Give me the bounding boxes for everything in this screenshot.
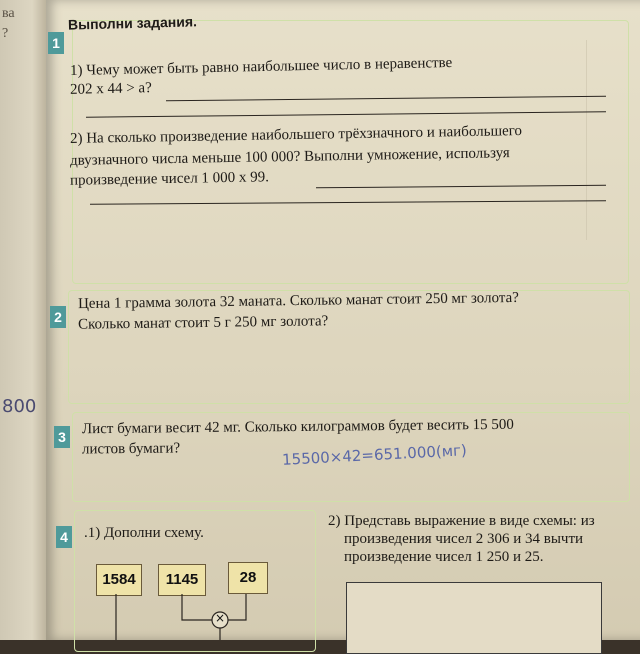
schema-box: 1145 bbox=[158, 564, 206, 596]
task-2-line-2: Сколько манат стоит 5 г 250 мг золота? bbox=[77, 313, 329, 333]
schema-drawing-area bbox=[346, 582, 602, 654]
task-3-line-1: Лист бумаги весит 42 мг. Сколько килограммов будет весить 15 500 bbox=[81, 416, 514, 438]
schema-box: 1584 bbox=[96, 564, 142, 596]
left-fragment: ва bbox=[2, 6, 15, 21]
section-heading: Выполни задания. bbox=[67, 13, 198, 33]
task-1-question-2-line-1: 2) На сколько произведение наибольшего трёхзначного и наибольшего bbox=[69, 123, 523, 147]
task-4-part-2-line-3: произведение чисел 1 250 и 25. bbox=[344, 549, 544, 565]
task-4-part-1-label: .1) Дополни схему. bbox=[84, 525, 204, 541]
task-number: 4 bbox=[56, 526, 72, 548]
task-4-part-2-line-1: 2) Представь выражение в виде схемы: из bbox=[328, 513, 595, 529]
task-4-part-2-line-2: произведения чисел 2 306 и 34 вычти bbox=[344, 531, 584, 547]
schema-box: 28 bbox=[228, 562, 268, 594]
handwritten-answer: 15500×42=651.000(мг) bbox=[281, 441, 468, 469]
task-1-question-2-line-3: произведение чисел 1 000 x 99. bbox=[69, 169, 270, 189]
task-1-question-2-line-2: двузначного числа меньше 100 000? Выполни умножение, используя bbox=[69, 145, 510, 169]
task-1-question-1: 1) Чему может быть равно наибольшее число в неравенстве bbox=[69, 54, 453, 80]
task-1-question-1-expression: 202 x 44 > a? bbox=[69, 80, 152, 98]
left-fragment-handwritten: 800 bbox=[2, 396, 37, 417]
task-2-line-1: Цена 1 грамма золота 32 маната. Сколько манат стоит 250 мг золота? bbox=[77, 289, 519, 313]
task-number: 1 bbox=[48, 32, 64, 54]
textbook-page bbox=[46, 0, 640, 640]
schema-connector bbox=[106, 594, 286, 640]
task-3-line-2: листов бумаги? bbox=[81, 440, 181, 458]
multiply-icon: × bbox=[214, 611, 226, 625]
task-number: 3 bbox=[54, 426, 70, 448]
left-fragment: ? bbox=[2, 26, 9, 41]
previous-page-edge bbox=[0, 0, 46, 640]
task-number: 2 bbox=[50, 306, 66, 328]
